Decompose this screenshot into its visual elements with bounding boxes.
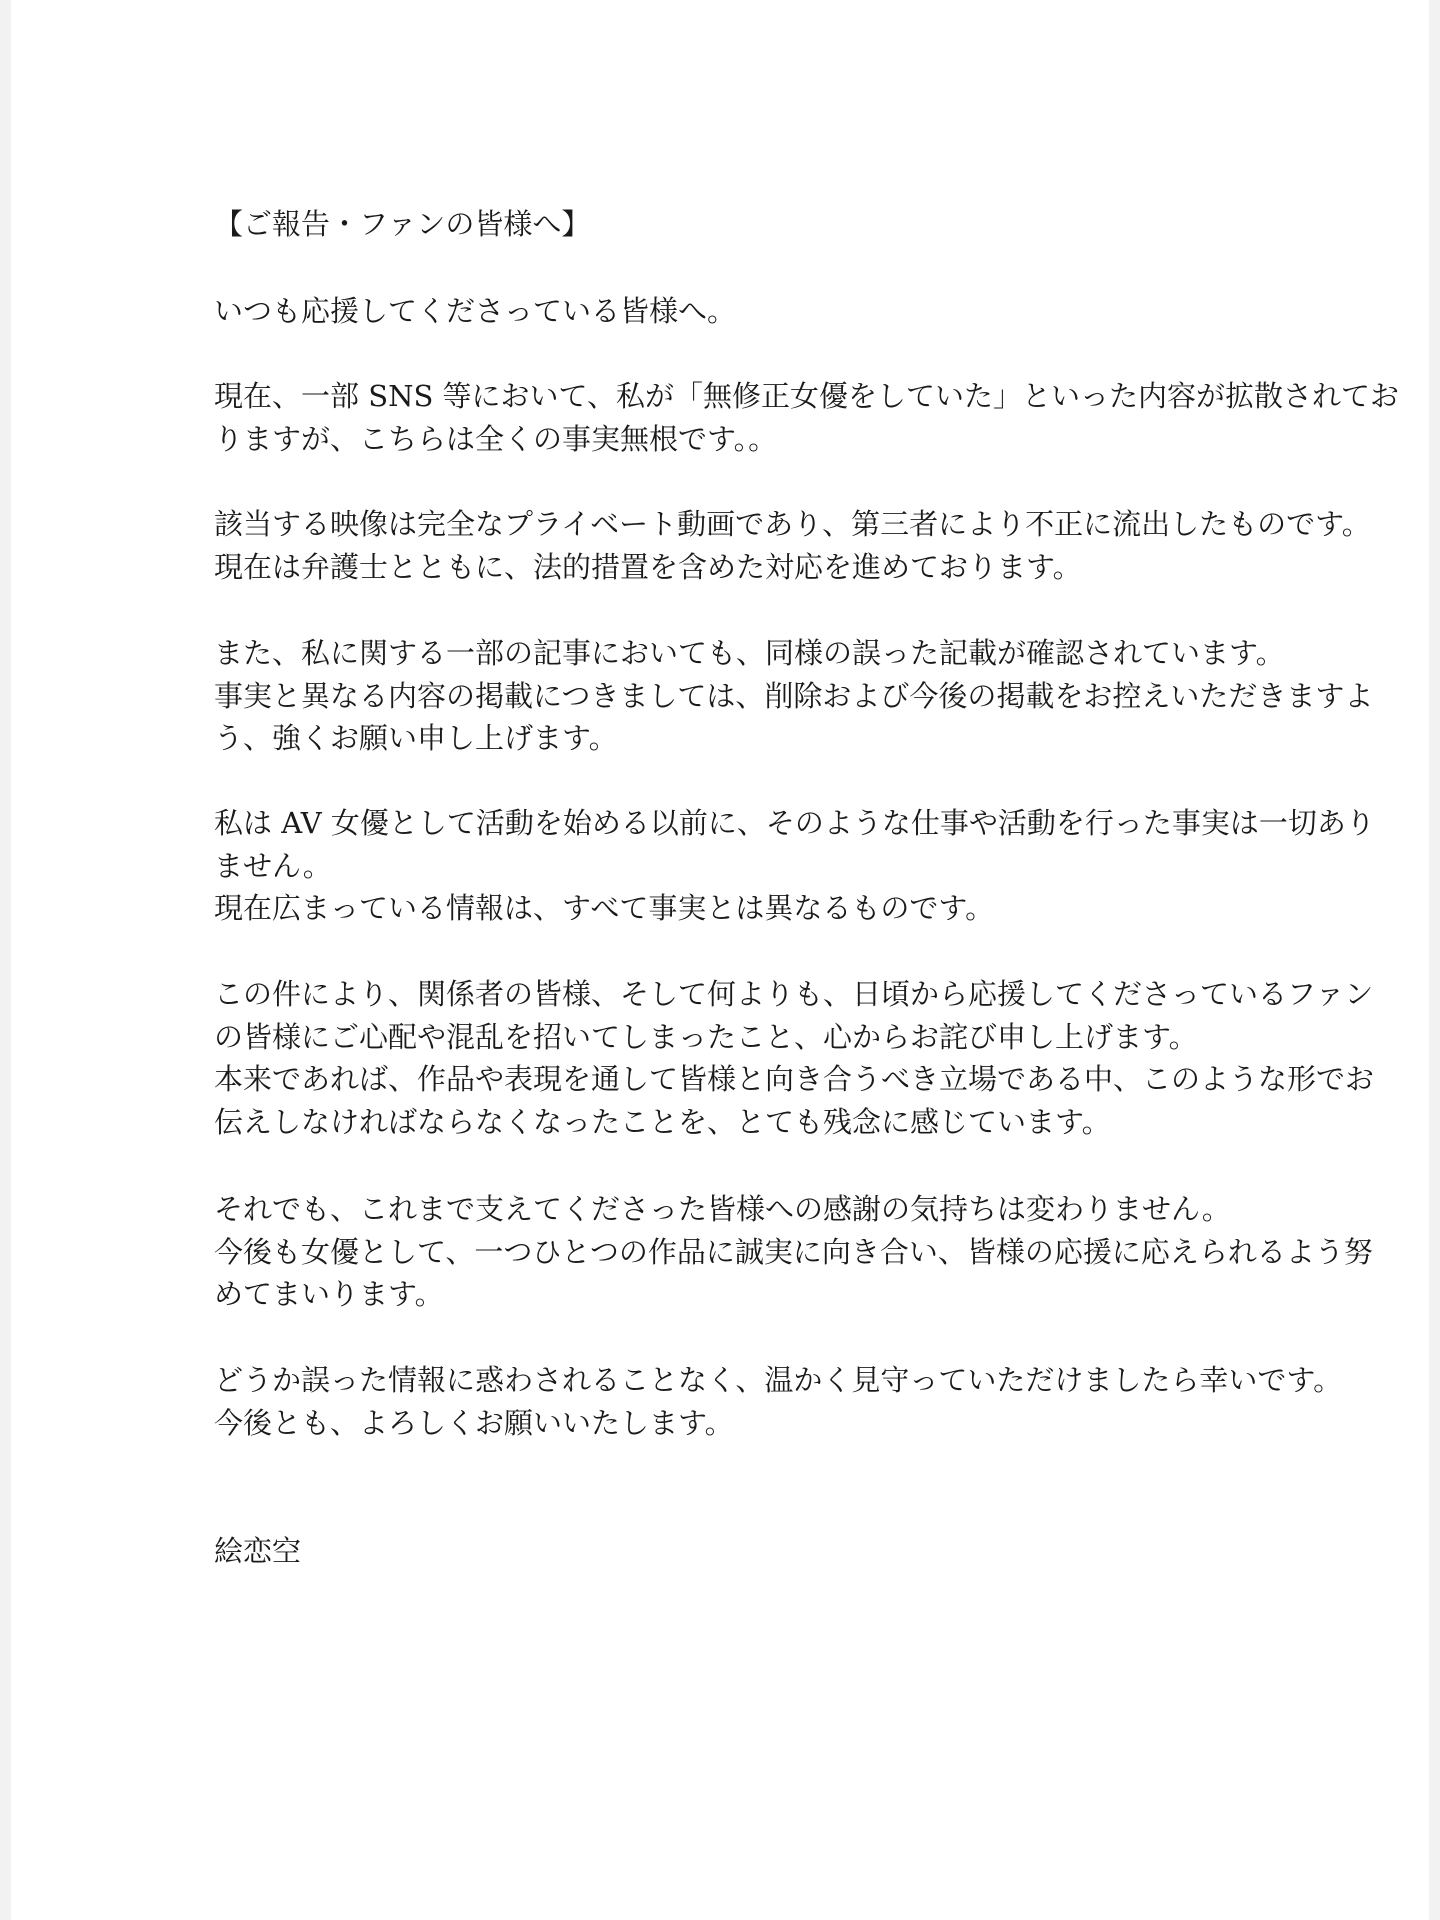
paragraph-closing xyxy=(214,1359,1342,1444)
line: 現在、一部 SNS 等において、私が「無修正女優をしていた」といった内容が拡散されてお xyxy=(214,379,1399,413)
line: 今後とも、よろしくお願いいたします。 xyxy=(214,1405,734,1440)
line: 該当する映像は完全なプライベート動画であり、第三者により不正に流出したものです。 xyxy=(214,507,1371,541)
document-title xyxy=(214,203,590,246)
signature xyxy=(214,1530,301,1573)
line: 私は AV 女優として活動を始める以前に、そのような仕事や活動を行った事実は一切あり xyxy=(214,806,1375,840)
paragraph-greeting xyxy=(214,290,736,333)
line: また、私に関する一部の記事においても、同様の誤った記載が確認されています。 xyxy=(214,636,1285,670)
line: 現在広まっている情報は、すべて事実とは異なるものです。 xyxy=(214,891,995,925)
right-border xyxy=(1429,0,1440,1920)
line: 伝えしなければならなくなったことを、とても残念に感じています。 xyxy=(214,1104,1111,1139)
line: めてまいります。 xyxy=(214,1277,444,1311)
line: どうか誤った情報に惑わされることなく、温かく見守っていただけましたら幸いです。 xyxy=(214,1363,1343,1397)
paragraph-articles xyxy=(214,632,1373,760)
line: この件により、関係者の皆様、そして何よりも、日頃から応援してくださっているファン xyxy=(214,977,1374,1011)
line: う、強くお願い申し上げます。 xyxy=(214,721,618,755)
line: 事実と異なる内容の掲載につきましては、削除および今後の掲載をお控えいただきますよ xyxy=(214,678,1374,713)
line: ません。 xyxy=(214,848,332,883)
paragraph-apology xyxy=(214,973,1374,1143)
line: それでも、これまで支えてくださった皆様への感謝の気持ちは変わりません。 xyxy=(214,1192,1231,1226)
line: りますが、こちらは全くの事実無根です。。 xyxy=(214,421,778,456)
signature-text: 絵恋空 xyxy=(214,1534,302,1568)
paragraph-video xyxy=(214,503,1371,588)
line: 現在は弁護士とともに、法的措置を含めた対応を進めております。 xyxy=(214,549,1082,584)
line: 今後も女優として、一つひとつの作品に誠実に向き合い、皆様の応援に応えられるよう努 xyxy=(214,1234,1373,1269)
line: 本来であれば、作品や表現を通して皆様と向き合うべき立場である中、このような形でお xyxy=(214,1062,1375,1096)
paragraph-denial xyxy=(214,802,1375,930)
line: の皆様にご心配や混乱を招いてしまったこと、心からお詫び申し上げます。 xyxy=(214,1019,1198,1054)
line: いつも応援してくださっている皆様へ。 xyxy=(214,294,737,328)
title-text: 【ご報告・ファンの皆様へ】 xyxy=(214,207,591,241)
paragraph-rumor xyxy=(214,375,1399,460)
paragraph-gratitude xyxy=(214,1188,1373,1316)
left-border xyxy=(0,0,11,1920)
